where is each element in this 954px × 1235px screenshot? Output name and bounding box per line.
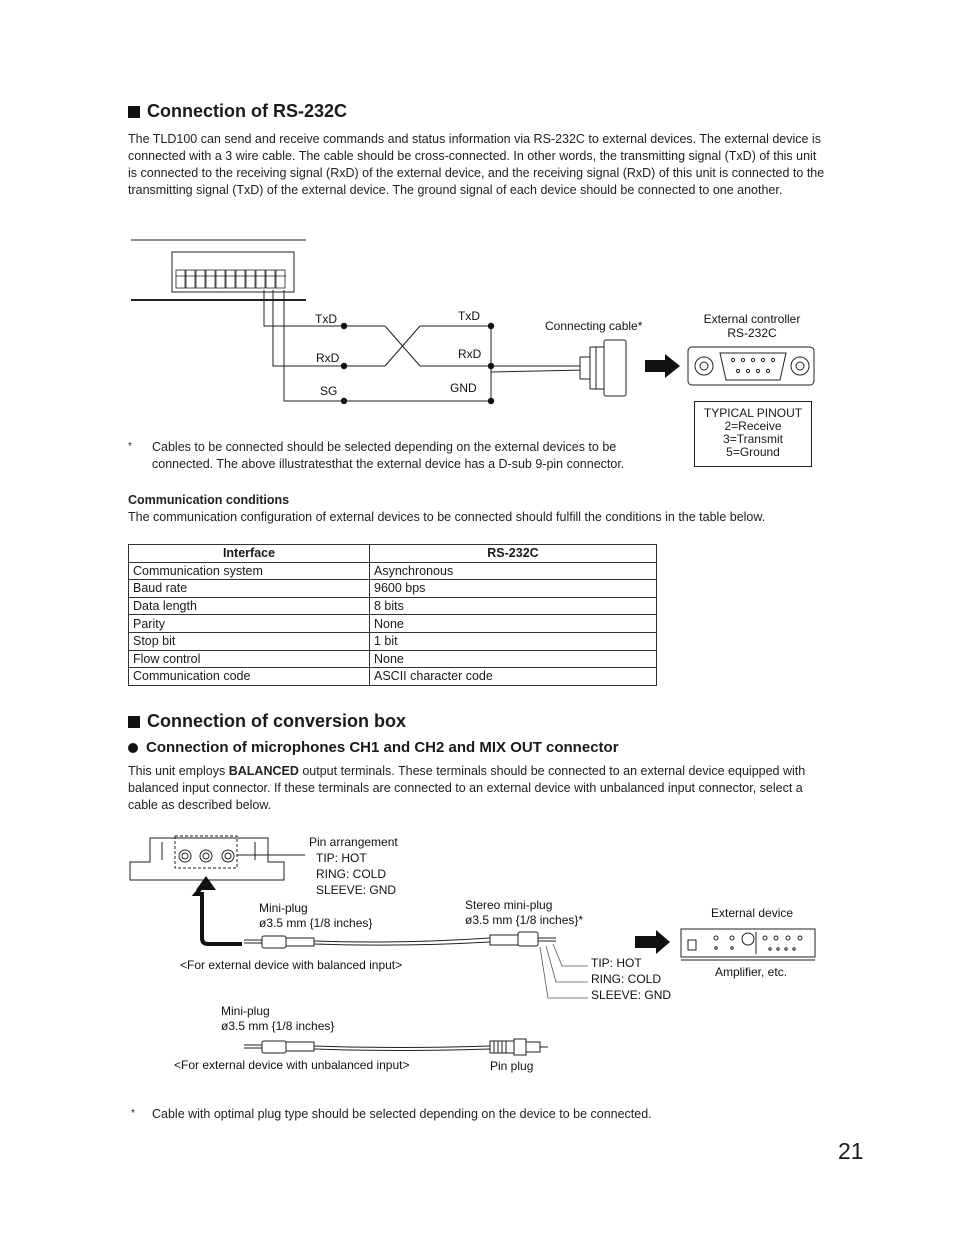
table-row bbox=[129, 580, 657, 598]
table-cell: Communication code bbox=[129, 668, 370, 686]
section-title-rs232c: Connection of RS-232C bbox=[128, 101, 347, 122]
conversion-box-icon bbox=[130, 836, 284, 880]
table-cell: Stop bit bbox=[129, 632, 370, 650]
table-cell: None bbox=[370, 615, 657, 633]
table-cell: Asynchronous bbox=[370, 562, 657, 580]
table-row bbox=[129, 632, 657, 650]
conditions-table bbox=[128, 544, 657, 686]
right-arrow-icon bbox=[635, 930, 670, 954]
table-cell: Parity bbox=[129, 615, 370, 633]
right-arrow-icon bbox=[645, 354, 680, 378]
dsub-plug-icon bbox=[580, 340, 626, 396]
table-header: RS-232C bbox=[370, 545, 657, 563]
rs232c-intro: The TLD100 can send and receive commands and status information via RS-232C to external devices. The external device is connected with a 3 wire cable. The cable should be cross-connected. In other words, the transmitting signal (TxD) of this unit is connected to the receiving signal (RxD) of the external device, and the receiving signal (RxD) of this unit is connected to the transmitting signal (TxD) of the external device. The ground signal of each device should be connected to one another. bbox=[128, 132, 825, 197]
label-unit-sg: SG bbox=[320, 384, 338, 398]
label-ext-gnd: GND bbox=[450, 381, 477, 395]
rs232c-footnote: Cables to be connected should be selected depending on the external devices to be connected. The above illustratesthat the external device has a D-sub 9-pin connector. bbox=[152, 440, 625, 471]
table-cell: 8 bits bbox=[370, 597, 657, 615]
section-title-conversion-box: Connection of conversion box bbox=[128, 711, 406, 732]
miniplug-top-label: Mini-plug ø3.5 mm {1/8 inches} bbox=[259, 901, 373, 930]
pin-arrangement-label: Pin arrangement TIP: HOT RING: COLD SLEEVE: GND bbox=[309, 835, 398, 897]
table-cell: ASCII character code bbox=[370, 668, 657, 686]
stereo-miniplug-label: Stereo mini-plug ø3.5 mm {1/8 inches}* bbox=[465, 898, 584, 927]
unbalanced-caption: <For external device with unbalanced input> bbox=[174, 1058, 410, 1072]
page-number: 21 bbox=[838, 1138, 864, 1164]
round-bullet-icon bbox=[128, 743, 138, 753]
typical-pinout-box: TYPICAL PINOUT 2=Receive 3=Transmit 5=Ground bbox=[694, 401, 812, 467]
footnote-mark: * bbox=[131, 1108, 135, 1119]
pin-plug-label: Pin plug bbox=[490, 1059, 534, 1073]
label-connecting-cable: Connecting cable* bbox=[545, 319, 643, 333]
label-ext-rxd: RxD bbox=[458, 347, 482, 361]
table-row bbox=[129, 562, 657, 580]
table-cell: Communication system bbox=[129, 562, 370, 580]
label-external-controller: External controller RS-232C bbox=[703, 312, 801, 340]
up-arrow-icon bbox=[196, 882, 242, 944]
square-bullet-icon bbox=[128, 716, 140, 728]
table-cell: 9600 bps bbox=[370, 580, 657, 598]
dsub9-connector-icon bbox=[688, 347, 814, 385]
label-unit-rxd: RxD bbox=[316, 351, 340, 365]
table-cell: None bbox=[370, 650, 657, 668]
table-cell: Data length bbox=[129, 597, 370, 615]
amplifier-label: Amplifier, etc. bbox=[715, 965, 788, 979]
balanced-caption: <For external device with balanced input> bbox=[180, 958, 403, 972]
table-header-row bbox=[129, 545, 657, 563]
subsection-title-microphones: Connection of microphones CH1 and CH2 and MIX OUT connector bbox=[128, 739, 619, 756]
amplifier-icon bbox=[681, 929, 815, 960]
table-cell: Flow control bbox=[129, 650, 370, 668]
conversion-box-text: This unit employs BALANCED output terminals. These terminals should be connected to an external device equipped with balanced input connector. If these terminals are connected to an external device with unbalanced input connector, select a cable as described below. bbox=[128, 764, 806, 812]
plug-pins-label: TIP: HOT RING: COLD SLEEVE: GND bbox=[591, 956, 672, 1002]
miniplug-bottom-label: Mini-plug ø3.5 mm {1/8 inches} bbox=[221, 1004, 335, 1033]
table-row bbox=[129, 597, 657, 615]
conversion-footnote: Cable with optimal plug type should be selected depending on the device to be connected. bbox=[152, 1107, 652, 1121]
label-ext-txd: TxD bbox=[458, 309, 480, 323]
footnote-mark: * bbox=[128, 441, 132, 452]
label-unit-txd: TxD bbox=[315, 312, 337, 326]
conditions-title: Communication conditions bbox=[128, 493, 290, 507]
table-header: Interface bbox=[129, 545, 370, 563]
external-device-label: External device bbox=[711, 906, 794, 920]
table-row bbox=[129, 615, 657, 633]
unbalanced-cable bbox=[244, 1039, 548, 1055]
table-row bbox=[129, 650, 657, 668]
table-cell: Baud rate bbox=[129, 580, 370, 598]
conversion-box-diagram bbox=[0, 820, 954, 1090]
table-cell: 1 bit bbox=[370, 632, 657, 650]
table-row bbox=[129, 668, 657, 686]
plug-pin-leaders bbox=[540, 944, 588, 998]
conditions-text: The communication configuration of external devices to be connected should fulfill the conditions in the table below. bbox=[128, 510, 766, 524]
balanced-cable bbox=[244, 932, 556, 948]
